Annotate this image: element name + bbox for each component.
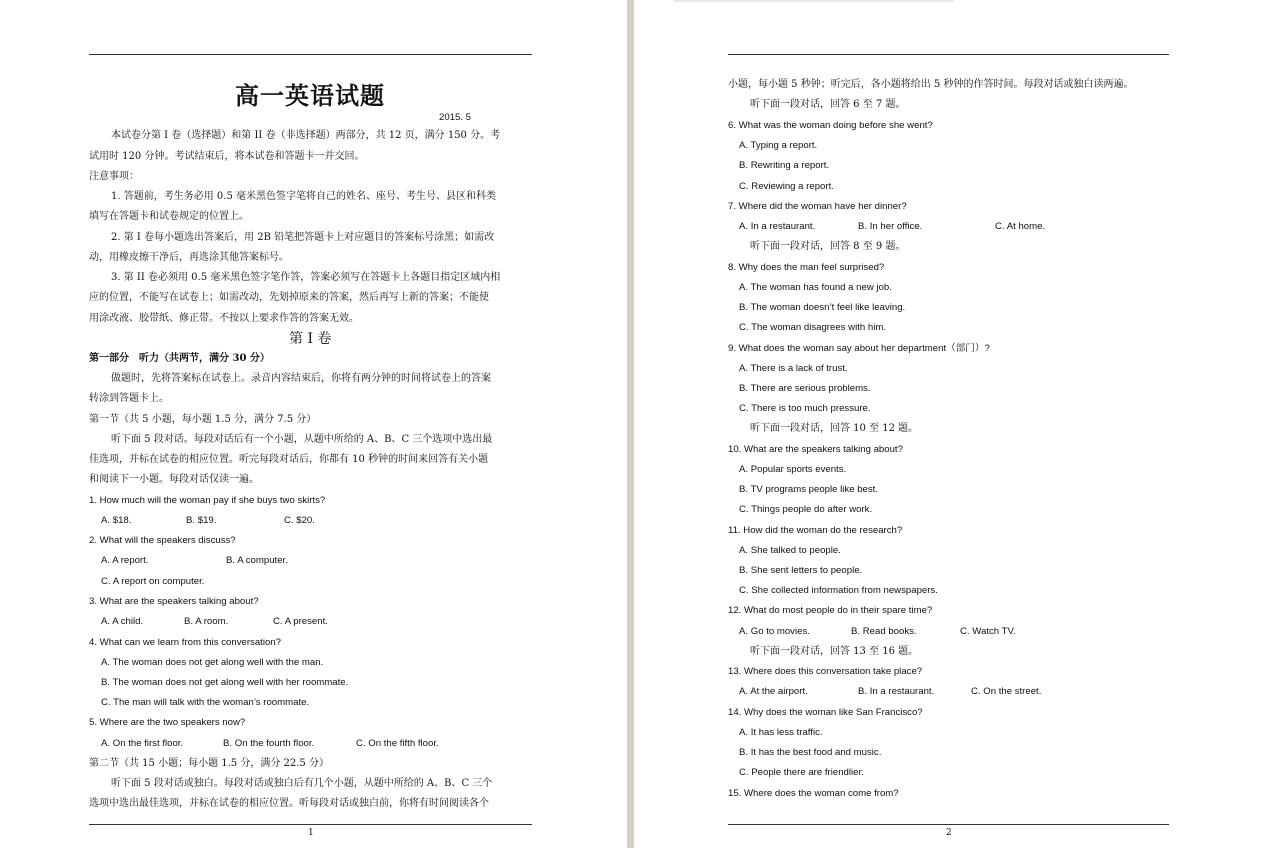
question-7: 7. Where did the woman have her dinner? <box>728 201 907 212</box>
question-12: 12. What do most people do in their spare time? <box>728 605 933 616</box>
option: B. In her office. <box>858 221 923 232</box>
option: A. The woman has found a new job. <box>739 282 892 293</box>
option: C. She collected information from newspapers. <box>739 585 938 596</box>
paragraph-line: 佳选项，并标在试卷的相应位置。听完每段对话后，你都有 10 秒钟的时间来回答有关小题 <box>89 454 489 465</box>
notice-item: 用涂改液、胶带纸、修正带。不按以上要求作答的答案无效。 <box>89 313 359 324</box>
paragraph-line: 听下面 5 段对话或独白。每段对话或独白后有几个小题，从题中所给的 A、B、C 三个 <box>111 778 493 789</box>
option: B. A room. <box>184 616 229 627</box>
question-10: 10. What are the speakers talking about? <box>728 444 903 455</box>
option: A. A child. <box>101 616 144 627</box>
question-1: 1. How much will the woman pay if she buys two skirts? <box>89 495 326 506</box>
notice-item: 2. 第 I 卷每小题选出答案后，用 2B 铅笔把答题卡上对应题目的答案标号涂黑；如需改 <box>111 232 495 243</box>
exam-page-1 <box>0 0 627 848</box>
option: C. Things people do after work. <box>739 504 873 515</box>
footer-rule <box>728 824 1169 825</box>
exam-page-2 <box>634 0 1261 848</box>
paragraph-line: 做题时，先将答案标在试卷上。录音内容结束后，你将有两分钟的时间将试卷上的答案 <box>111 373 491 384</box>
notice-item: 3. 第 II 卷必须用 0.5 毫米黑色签字笔作答，答案必须写在答题卡上各题目指定区域内相 <box>111 272 501 283</box>
question-3: 3. What are the speakers talking about? <box>89 596 259 607</box>
option: C. On the street. <box>971 686 1042 697</box>
option: B. A computer. <box>226 555 288 566</box>
volume-heading: 第 I 卷 <box>289 331 332 347</box>
section-heading: 第二节（共 15 小题；每小题 1.5 分，满分 22.5 分） <box>89 758 329 769</box>
option: A. There is a lack of trust. <box>739 363 848 374</box>
option: C. A present. <box>273 616 328 627</box>
option: B. It has the best food and music. <box>739 747 882 758</box>
option: B. The woman doesn’t feel like leaving. <box>739 302 906 313</box>
dialogue-instruction: 听下面一段对话，回答 13 至 16 题。 <box>750 646 919 657</box>
option: C. At home. <box>995 221 1046 232</box>
option: C. $20. <box>284 515 315 526</box>
question-9: 9. What does the woman say about her department（部门）? <box>728 343 990 354</box>
page-number: 1 <box>308 828 314 838</box>
footer-rule <box>89 824 532 825</box>
intro-line: 本试卷分第 I 卷（选择题）和第 II 卷（非选择题）两部分，共 12 页，满分 150 分。考 <box>111 130 501 141</box>
question-14: 14. Why does the woman like San Francisco? <box>728 707 923 718</box>
header-rule <box>89 54 532 55</box>
paragraph-line: 转涂到答题卡上。 <box>89 393 169 404</box>
section-heading: 第一节（共 5 小题，每小题 1.5 分，满分 7.5 分） <box>89 414 317 425</box>
paragraph-line: 选项中选出最佳选项，并标在试卷的相应位置。听每段对话或独白前，你将有时间阅读各个 <box>89 798 489 809</box>
paragraph-line: 听下面 5 段对话。每段对话后有一个小题，从题中所给的 A、B、C 三个选项中选出最 <box>111 434 493 445</box>
option: B. She sent letters to people. <box>739 565 863 576</box>
option: C. Reviewing a report. <box>739 181 834 192</box>
option: A. The woman does not get along well with the man. <box>101 657 324 668</box>
option: A. Popular sports events. <box>739 464 847 475</box>
exam-title: 高一英语试题 <box>235 81 385 110</box>
option: C. The woman disagrees with him. <box>739 322 886 333</box>
notice-heading: 注意事项： <box>89 171 139 182</box>
header-rule <box>728 54 1169 55</box>
question-15: 15. Where does the woman come from? <box>728 788 899 799</box>
option: B. TV programs people like best. <box>739 484 879 495</box>
question-13: 13. Where does this conversation take place? <box>728 666 923 677</box>
option: A. A report. <box>101 555 149 566</box>
notice-item: 填写在答题卡和试卷规定的位置上。 <box>89 211 249 222</box>
intro-line: 试用时 120 分钟。考试结束后，将本试卷和答题卡一并交回。 <box>89 151 365 162</box>
part-heading: 第一部分 听力（共两节，满分 30 分） <box>89 353 270 364</box>
dialogue-instruction: 听下面一段对话，回答 8 至 9 题。 <box>750 241 906 252</box>
option: A. $18. <box>101 515 132 526</box>
question-11: 11. How did the woman do the research? <box>728 525 903 536</box>
question-8: 8. Why does the man feel surprised? <box>728 262 885 273</box>
option: A. It has less traffic. <box>739 727 823 738</box>
paragraph-line: 小题，每小题 5 秒钟；听完后，各小题将给出 5 秒钟的作答时间。每段对话或独白读两遍。 <box>728 79 1134 90</box>
dialogue-instruction: 听下面一段对话，回答 6 至 7 题。 <box>750 99 906 110</box>
option: B. There are serious problems. <box>739 383 871 394</box>
page-top-edge <box>674 0 954 2</box>
option: B. The woman does not get along well with her roommate. <box>101 677 349 688</box>
question-4: 4. What can we learn from this conversation? <box>89 637 281 648</box>
option: C. Watch TV. <box>960 626 1016 637</box>
question-2: 2. What will the speakers discuss? <box>89 535 236 546</box>
notice-item: 应的位置，不能写在试卷上；如需改动，先划掉原来的答案，然后再写上新的答案；不能使 <box>89 292 489 303</box>
option: A. In a restaurant. <box>739 221 816 232</box>
dialogue-instruction: 听下面一段对话，回答 10 至 12 题。 <box>750 423 919 434</box>
page-number: 2 <box>946 828 952 838</box>
paragraph-line: 和阅读下一小题。每段对话仅读一遍。 <box>89 474 259 485</box>
option: C. The man will talk with the woman’s roommate. <box>101 697 310 708</box>
option: B. Read books. <box>851 626 917 637</box>
option: A. At the airport. <box>739 686 808 697</box>
option: C. People there are friendlier. <box>739 767 864 778</box>
option: B. $19. <box>186 515 217 526</box>
option: A. Typing a report. <box>739 140 818 151</box>
option: B. In a restaurant. <box>858 686 935 697</box>
option: C. A report on computer. <box>101 576 205 587</box>
question-5: 5. Where are the two speakers now? <box>89 717 246 728</box>
exam-date: 2015. 5 <box>439 112 472 123</box>
option: B. Rewriting a report. <box>739 160 830 171</box>
option: C. There is too much pressure. <box>739 403 871 414</box>
option: A. Go to movies. <box>739 626 810 637</box>
option: C. On the fifth floor. <box>356 738 439 749</box>
notice-item: 动，用橡皮擦干净后，再选涂其他答案标号。 <box>89 252 289 263</box>
notice-item: 1. 答题前，考生务必用 0.5 毫米黑色签字笔将自己的姓名、座号、考生号、县区和科类 <box>111 191 496 202</box>
question-6: 6. What was the woman doing before she went? <box>728 120 933 131</box>
option: A. She talked to people. <box>739 545 841 556</box>
option: A. On the first floor. <box>101 738 184 749</box>
option: B. On the fourth floor. <box>223 738 315 749</box>
